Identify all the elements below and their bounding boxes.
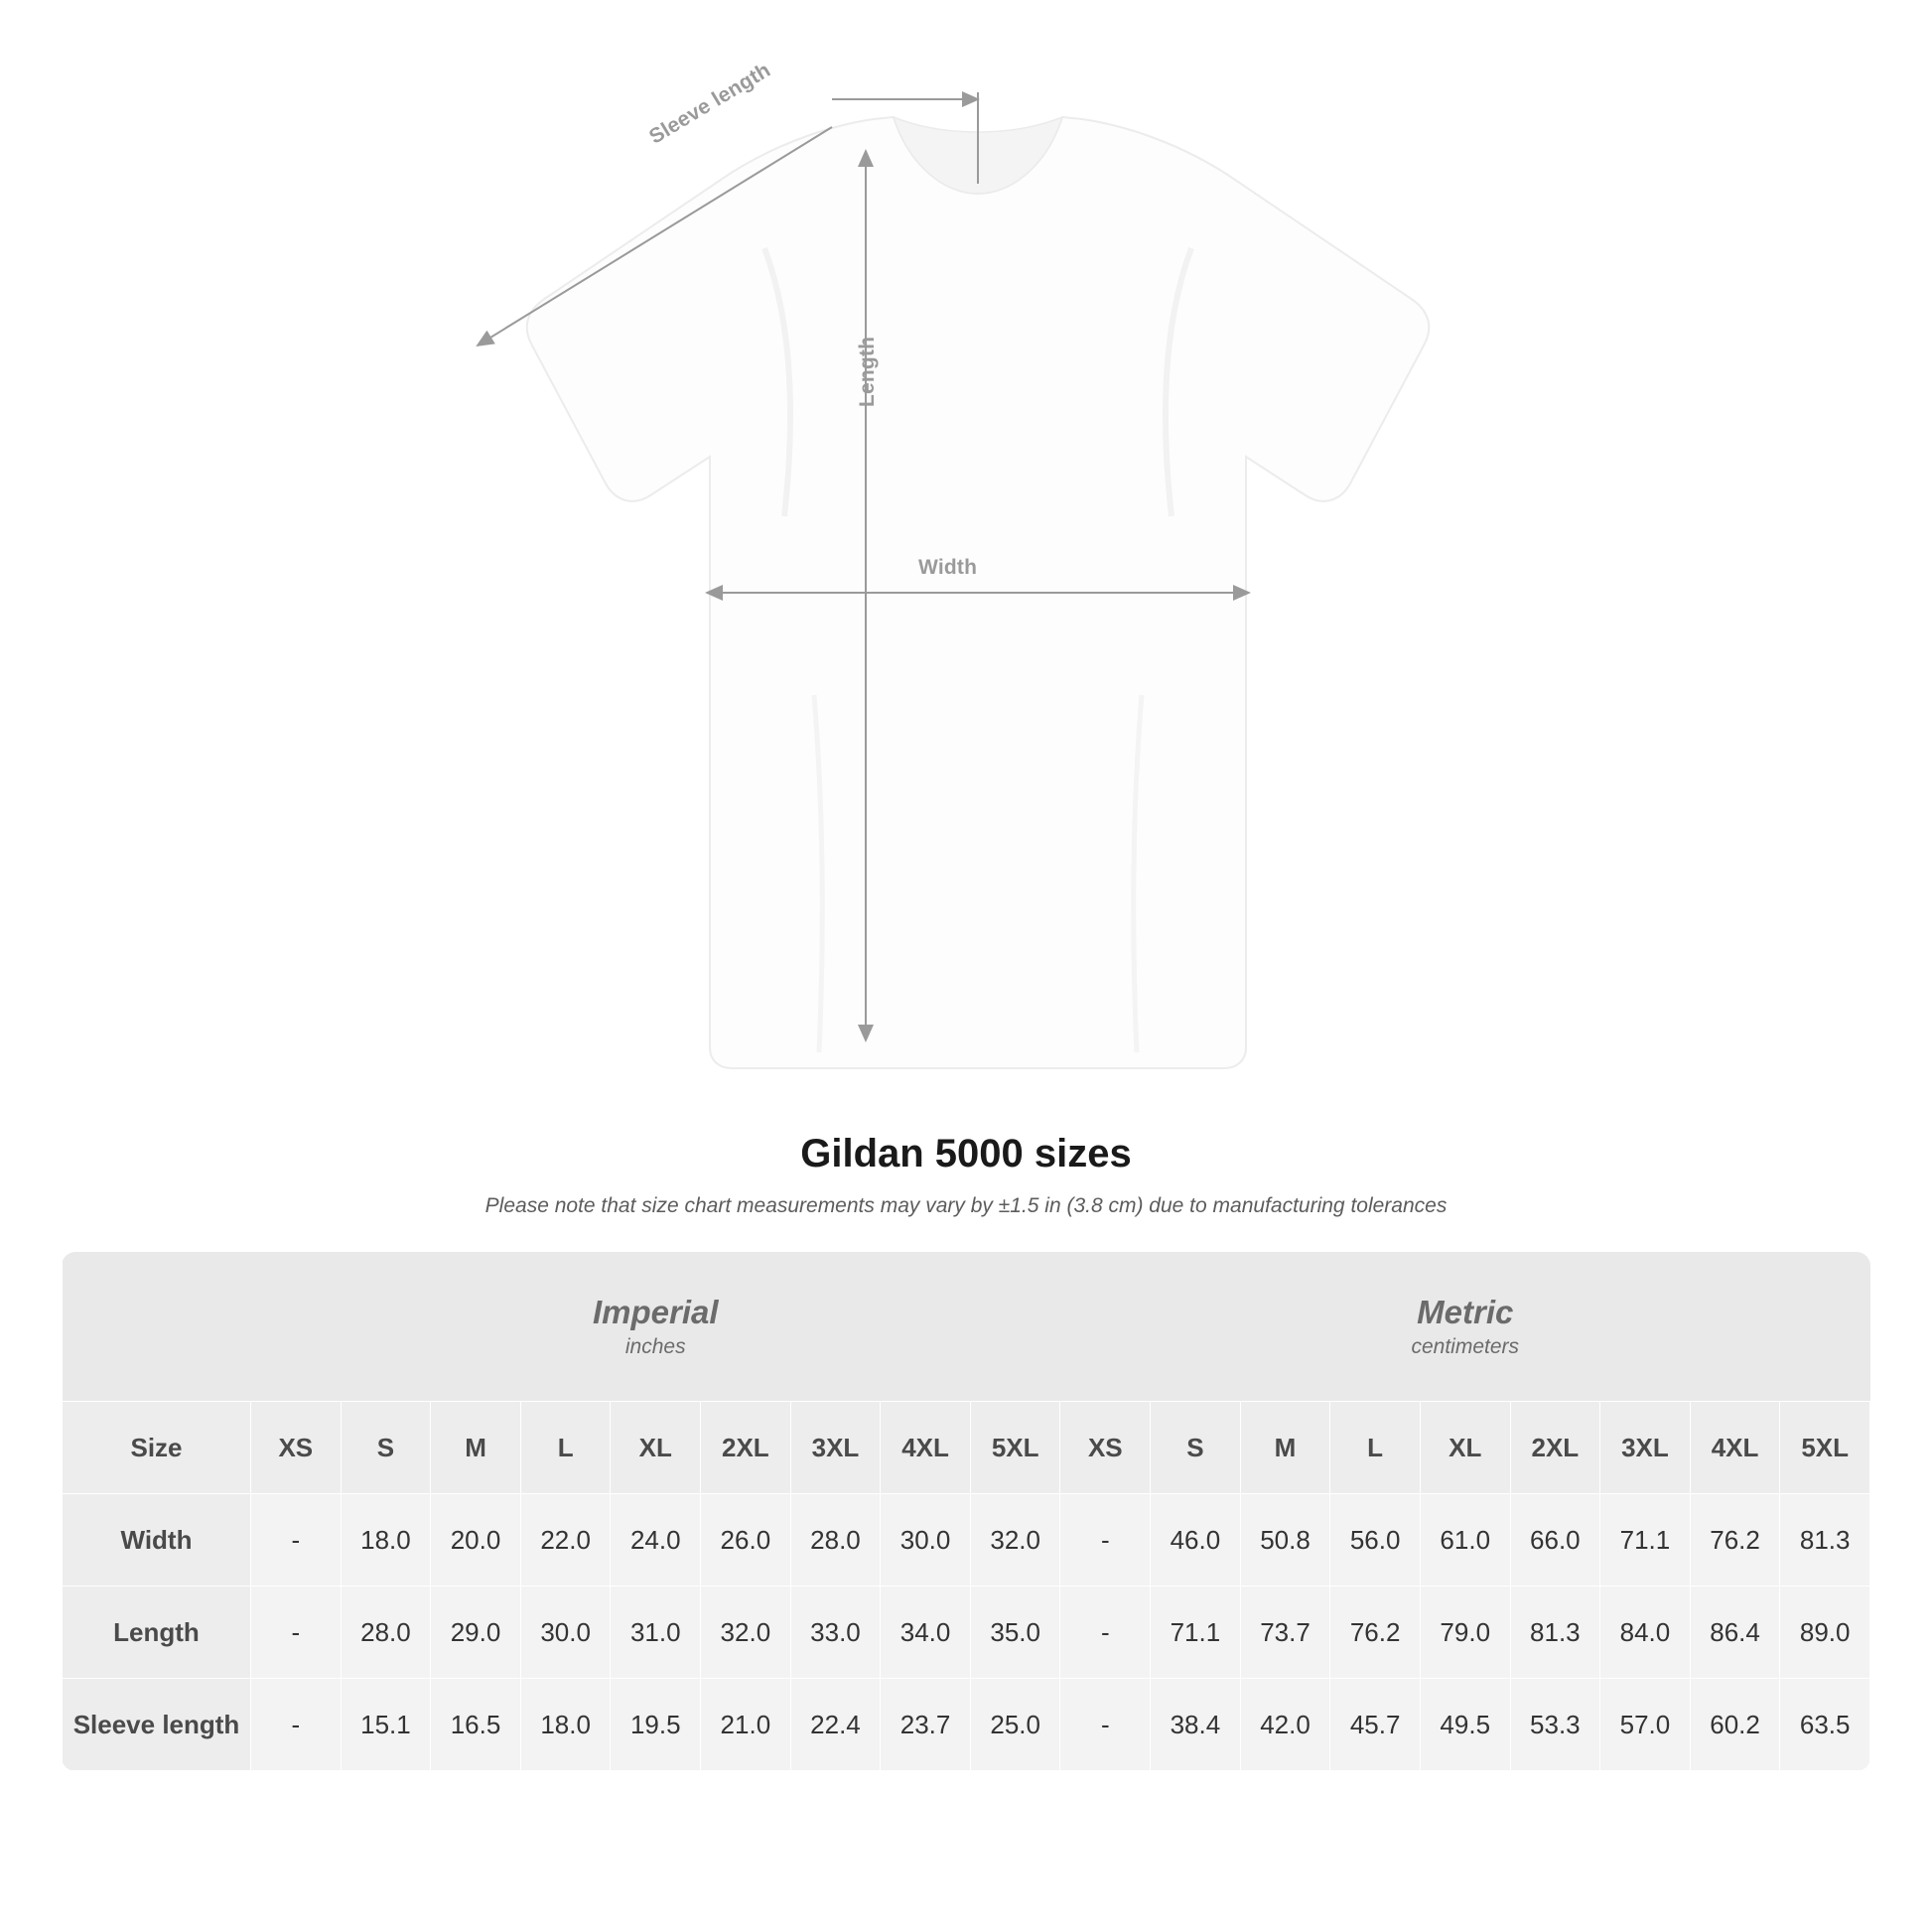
table-row bbox=[63, 1587, 1870, 1679]
unit-group-name: Metric bbox=[1417, 1293, 1514, 1330]
size-header-cell: S bbox=[341, 1402, 431, 1494]
measurement-cell: 35.0 bbox=[970, 1587, 1060, 1679]
size-header-cell: M bbox=[1240, 1402, 1330, 1494]
measurement-cell: 76.2 bbox=[1690, 1494, 1780, 1587]
sleeve-length-label: Sleeve length bbox=[645, 58, 775, 149]
unit-group-name: Imperial bbox=[592, 1293, 719, 1330]
width-label: Width bbox=[918, 556, 978, 579]
size-header-cell: XL bbox=[611, 1402, 701, 1494]
size-header-cell: 5XL bbox=[1780, 1402, 1870, 1494]
measurement-cell: 57.0 bbox=[1600, 1679, 1691, 1771]
table-row bbox=[63, 1679, 1870, 1771]
measurement-cell: 15.1 bbox=[341, 1679, 431, 1771]
size-header-cell: L bbox=[1330, 1402, 1421, 1494]
measurement-cell: 76.2 bbox=[1330, 1587, 1421, 1679]
measurement-cell: 81.3 bbox=[1510, 1587, 1600, 1679]
measurement-cell: - bbox=[251, 1494, 342, 1587]
measurement-cell: 30.0 bbox=[520, 1587, 611, 1679]
measurement-cell: 22.0 bbox=[520, 1494, 611, 1587]
unit-group-header-imperial bbox=[251, 1252, 1060, 1402]
tolerance-note: Please note that size chart measurements may vary by ±1.5 in (3.8 cm) due to manufacturing tolerances bbox=[484, 1194, 1448, 1217]
size-header-cell: 5XL bbox=[970, 1402, 1060, 1494]
measurement-cell: 33.0 bbox=[790, 1587, 881, 1679]
unit-group-subtitle: inches bbox=[624, 1334, 686, 1358]
measurement-cell: 45.7 bbox=[1330, 1679, 1421, 1771]
measurement-cell: 28.0 bbox=[790, 1494, 881, 1587]
row-label: Sleeve length bbox=[63, 1679, 251, 1771]
table-row bbox=[63, 1494, 1870, 1587]
size-header-cell: M bbox=[431, 1402, 521, 1494]
length-label: Length bbox=[856, 336, 879, 407]
size-table-wrap bbox=[0, 1252, 1932, 1771]
size-header-cell: 2XL bbox=[701, 1402, 791, 1494]
measurement-cell: 26.0 bbox=[701, 1494, 791, 1587]
measurement-cell: 86.4 bbox=[1690, 1587, 1780, 1679]
chart-heading bbox=[0, 1132, 1932, 1218]
measurement-cell: 16.5 bbox=[431, 1679, 521, 1771]
size-header-cell: 3XL bbox=[790, 1402, 881, 1494]
measurement-cell: 46.0 bbox=[1151, 1494, 1241, 1587]
measurement-cell: 21.0 bbox=[701, 1679, 791, 1771]
size-header-row bbox=[63, 1402, 1870, 1494]
measurement-cell: 32.0 bbox=[701, 1587, 791, 1679]
measurement-cell: 32.0 bbox=[970, 1494, 1060, 1587]
measurement-cell: 49.5 bbox=[1420, 1679, 1510, 1771]
unit-group-header-metric bbox=[1060, 1252, 1870, 1402]
measurement-cell: 18.0 bbox=[520, 1679, 611, 1771]
unit-group-subtitle: centimeters bbox=[1411, 1334, 1520, 1358]
measurement-cell: 42.0 bbox=[1240, 1679, 1330, 1771]
size-header-cell: 4XL bbox=[881, 1402, 971, 1494]
measurement-cell: 60.2 bbox=[1690, 1679, 1780, 1771]
measurement-cell: - bbox=[251, 1587, 342, 1679]
measurement-cell: 71.1 bbox=[1600, 1494, 1691, 1587]
measurement-cell: 73.7 bbox=[1240, 1587, 1330, 1679]
measurement-cell: 81.3 bbox=[1780, 1494, 1870, 1587]
measurement-cell: 71.1 bbox=[1151, 1587, 1241, 1679]
measurement-cell: - bbox=[1060, 1587, 1151, 1679]
table-corner-cell bbox=[63, 1252, 251, 1402]
measurement-cell: 25.0 bbox=[970, 1679, 1060, 1771]
measurement-cell: 53.3 bbox=[1510, 1679, 1600, 1771]
measurement-cell: 19.5 bbox=[611, 1679, 701, 1771]
measurement-cell: 56.0 bbox=[1330, 1494, 1421, 1587]
measurement-cell: - bbox=[1060, 1494, 1151, 1587]
measurement-cell: 20.0 bbox=[431, 1494, 521, 1587]
measurement-cell: 30.0 bbox=[881, 1494, 971, 1587]
measurement-cell: 63.5 bbox=[1780, 1679, 1870, 1771]
measurement-cell: 66.0 bbox=[1510, 1494, 1600, 1587]
measurement-cell: 22.4 bbox=[790, 1679, 881, 1771]
size-header-label: Size bbox=[63, 1402, 251, 1494]
measurement-cell: - bbox=[1060, 1679, 1151, 1771]
row-label: Length bbox=[63, 1587, 251, 1679]
row-label: Width bbox=[63, 1494, 251, 1587]
measurement-cell: 89.0 bbox=[1780, 1587, 1870, 1679]
page-title: Gildan 5000 sizes bbox=[800, 1132, 1132, 1175]
size-header-cell: 3XL bbox=[1600, 1402, 1691, 1494]
size-header-cell: S bbox=[1151, 1402, 1241, 1494]
unit-header-row bbox=[63, 1252, 1870, 1402]
measurement-cell: - bbox=[251, 1679, 342, 1771]
size-header-cell: 2XL bbox=[1510, 1402, 1600, 1494]
measurement-cell: 61.0 bbox=[1420, 1494, 1510, 1587]
measurement-cell: 50.8 bbox=[1240, 1494, 1330, 1587]
size-header-cell: XS bbox=[251, 1402, 342, 1494]
measurement-cell: 23.7 bbox=[881, 1679, 971, 1771]
measurement-cell: 31.0 bbox=[611, 1587, 701, 1679]
measurement-cell: 34.0 bbox=[881, 1587, 971, 1679]
size-header-cell: XS bbox=[1060, 1402, 1151, 1494]
measurement-cell: 28.0 bbox=[341, 1587, 431, 1679]
size-header-cell: 4XL bbox=[1690, 1402, 1780, 1494]
measurement-cell: 79.0 bbox=[1420, 1587, 1510, 1679]
measurement-cell: 18.0 bbox=[341, 1494, 431, 1587]
size-header-cell: XL bbox=[1420, 1402, 1510, 1494]
measurement-cell: 24.0 bbox=[611, 1494, 701, 1587]
size-table bbox=[62, 1252, 1870, 1771]
measurement-cell: 38.4 bbox=[1151, 1679, 1241, 1771]
size-header-cell: L bbox=[520, 1402, 611, 1494]
measurement-cell: 84.0 bbox=[1600, 1587, 1691, 1679]
measurement-cell: 29.0 bbox=[431, 1587, 521, 1679]
